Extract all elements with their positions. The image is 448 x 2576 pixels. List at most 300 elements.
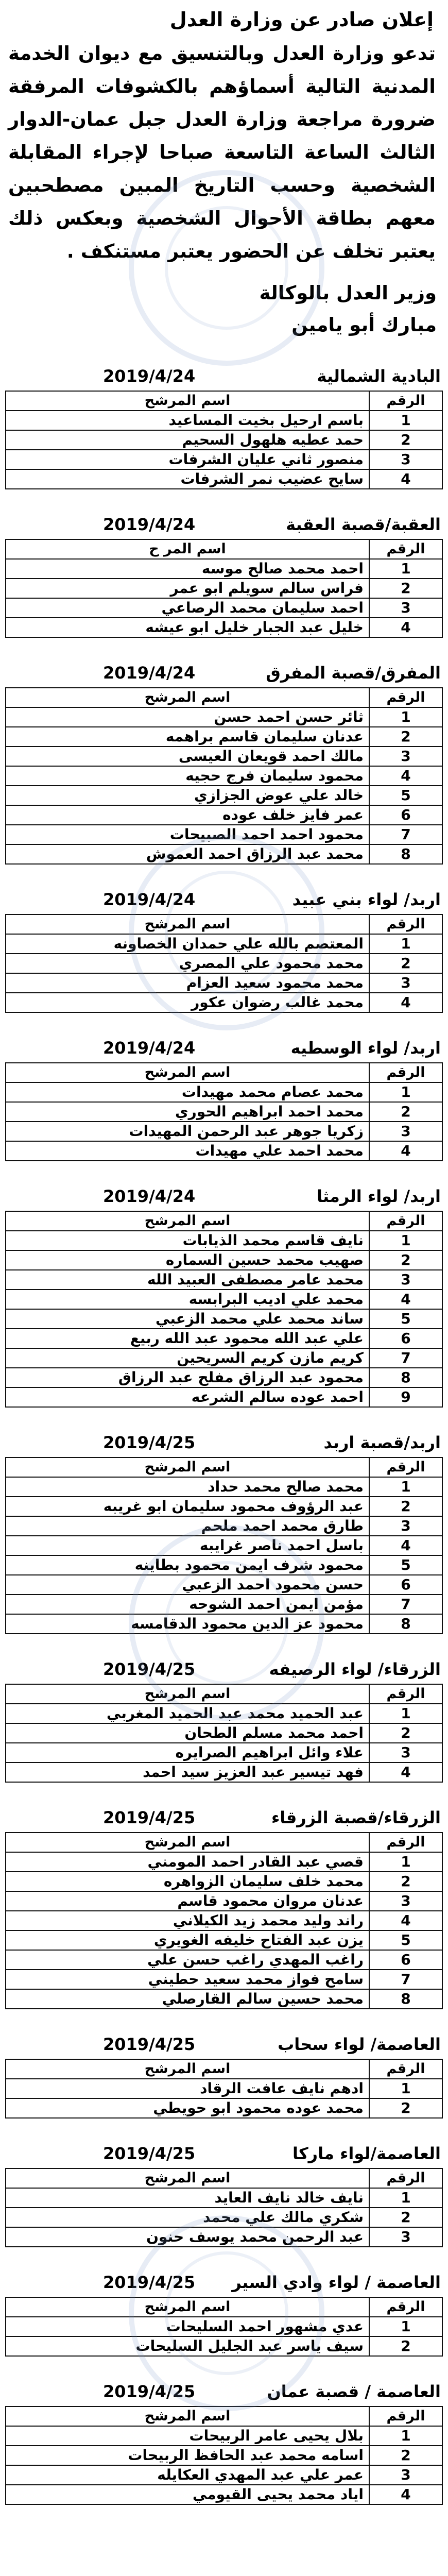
column-header-name: اسم المرشح [6,1684,369,1704]
table-row [6,1595,442,1614]
candidate-section [5,2380,443,2505]
candidate-number: 3 [369,450,442,469]
candidate-number: 6 [369,1950,442,1970]
candidate-name: عدي مشهور احمد السليحات [6,2317,369,2336]
sections-container [5,365,443,2505]
candidate-section [5,513,443,638]
table-row [6,2227,442,2247]
candidate-name: راند وليد محمد زيد الكيلاني [6,1911,369,1930]
section-date: 2019/4/24 [103,515,196,534]
section-header [5,2271,443,2297]
column-header-number: الرقم [369,2297,442,2317]
candidate-name: فهد تيسير عبد العزيز سيد احمد [6,1762,369,1782]
column-header-number: الرقم [369,1063,442,1082]
candidate-name: سايح عضيب نمر الشرفات [6,469,369,489]
column-header-name: اسم المرشح [6,914,369,934]
candidate-name: اياد محمد يحيى القيومي [6,2485,369,2504]
candidate-name: محمد حسين سالم القارصلي [6,1989,369,2009]
table-row [6,2208,442,2227]
column-header-name: اسم المرشح [6,2406,369,2426]
section-header [5,888,443,914]
table-row [6,825,442,844]
candidate-section [5,662,443,865]
candidate-number: 4 [369,1911,442,1930]
table-header-row [6,2297,442,2317]
candidate-name: محمد عصام محمد مهيدات [6,1082,369,1102]
section-date: 2019/4/24 [103,890,196,909]
candidate-name: سيف ياسر عبد الجليل السليحات [6,2336,369,2356]
section-location: اربد/ لواء بني عبيد [292,890,441,909]
candidate-name: عدنان مروان محمود قاسم [6,1891,369,1911]
section-header [5,2142,443,2168]
candidate-section [5,1185,443,1408]
candidate-number: 6 [369,1575,442,1595]
signature-block [5,277,437,341]
section-date: 2019/4/24 [103,1038,196,1058]
table-row [6,1231,442,1250]
section-location: البادية الشمالية [317,366,441,386]
candidate-number: 3 [369,1270,442,1290]
candidate-name: محمود عبد الرزاق مفلح عبد الرزاق [6,1368,369,1387]
table-row [6,2336,442,2356]
candidate-number: 2 [369,430,442,450]
candidate-number: 8 [369,1368,442,1387]
candidates-table [5,914,443,1013]
candidate-number: 2 [369,579,442,598]
table-row [6,844,442,864]
candidate-name: فراس سالم سويلم ابو عمر [6,579,369,598]
candidate-name: محمود شرف ايمن محمود بطاينه [6,1555,369,1575]
candidate-number: 3 [369,1122,442,1141]
table-row [6,2446,442,2465]
section-header [5,1431,443,1457]
candidate-name: طارق محمد احمد ملحم [6,1516,369,1536]
candidate-number: 8 [369,844,442,864]
candidate-number: 2 [369,2446,442,2465]
candidates-table [5,687,443,865]
candidate-section [5,2142,443,2247]
table-row [6,2426,442,2446]
candidate-name: محمد محمود علي المصري [6,954,369,973]
section-header [5,1806,443,1832]
candidates-table [5,2168,443,2247]
table-row [6,786,442,805]
table-row [6,1989,442,2009]
section-location: العاصمة/ لواء سحاب [278,2035,441,2054]
table-row [6,934,442,954]
candidate-section [5,1037,443,1161]
candidate-name: عدنان سليمان قاسم براهمه [6,727,369,747]
candidate-number: 2 [369,1102,442,1122]
section-header [5,1037,443,1062]
candidate-number: 3 [369,2465,442,2485]
candidate-number: 4 [369,1141,442,1161]
section-header [5,1658,443,1684]
candidate-name: عبد الرؤوف محمود سليمان ابو غريبه [6,1497,369,1516]
column-header-name: اسم المرشح [6,1063,369,1082]
candidate-name: ادهم نايف عافت الرقاد [6,2079,369,2098]
table-row [6,707,442,727]
candidate-name: محمد عوده محمود ابو حويطي [6,2098,369,2118]
table-row [6,469,442,489]
candidate-number: 1 [369,559,442,579]
candidate-number: 3 [369,2227,442,2247]
candidate-name: حسن محمود احمد الزعبي [6,1575,369,1595]
column-header-name: اسم المرشح [6,391,369,411]
table-header-row [6,1684,442,1704]
table-row [6,993,442,1012]
candidate-number: 3 [369,973,442,993]
candidate-number: 4 [369,2485,442,2504]
table-row [6,1368,442,1387]
candidate-name: باسل احمد ناصر غرايبه [6,1536,369,1555]
candidate-name: محمود احمد احمد الصبيحات [6,825,369,844]
candidate-number: 7 [369,1595,442,1614]
candidate-number: 1 [369,707,442,727]
candidate-number: 7 [369,1970,442,1989]
candidate-number: 8 [369,1989,442,2009]
candidate-name: محمد خلف سليمان الزواهره [6,1872,369,1891]
candidate-name: محمد محمود سعيد العزام [6,973,369,993]
candidate-section [5,1806,443,2009]
candidates-table [5,2406,443,2505]
candidate-name: محمد غالب رضوان عكور [6,993,369,1012]
table-row [6,1102,442,1122]
candidate-name: احمد محمد مسلم الطحان [6,1723,369,1743]
candidates-table [5,2059,443,2119]
table-header-row [6,914,442,934]
candidate-name: المعتصم بالله علي حمدان الخصاونه [6,934,369,954]
candidate-number: 2 [369,1497,442,1516]
candidate-name: علاء وائل ابراهيم الصرايره [6,1743,369,1762]
column-header-name: اسم المرشح [6,2168,369,2188]
candidate-name: نايف قاسم محمد الذيابات [6,1231,369,1250]
section-location: اربد/ لواء الوسطيه [290,1038,441,1058]
candidate-name: احمد عوده سالم الشرعه [6,1387,369,1407]
table-row [6,1950,442,1970]
candidate-name: عمر فايز خلف عوده [6,805,369,825]
section-location: العاصمة/لواء ماركا [292,2144,441,2163]
candidate-number: 1 [369,1477,442,1497]
section-header [5,365,443,391]
candidate-number: 6 [369,805,442,825]
table-row [6,1122,442,1141]
candidate-number: 1 [369,934,442,954]
candidate-number: 5 [369,1555,442,1575]
table-header-row [6,2168,442,2188]
candidates-table [5,1062,443,1161]
candidate-number: 4 [369,1762,442,1782]
candidate-number: 3 [369,1743,442,1762]
candidate-section [5,888,443,1013]
candidate-number: 1 [369,2426,442,2446]
candidate-number: 4 [369,1536,442,1555]
candidate-name: صهيب محمد حسين السماره [6,1250,369,1270]
candidate-name: اسامه محمد عبد الحافظ الربيحات [6,2446,369,2465]
table-row [6,1723,442,1743]
table-row [6,2079,442,2098]
candidate-number: 7 [369,1348,442,1368]
section-header [5,2380,443,2406]
table-row [6,954,442,973]
candidate-name: منصور ثاني عليان الشرفات [6,450,369,469]
column-header-name: اسم المرشح [6,1833,369,1852]
table-row [6,1872,442,1891]
table-row [6,1250,442,1270]
column-header-name: اسم المرشح [6,2297,369,2317]
candidate-name: يزن عبد الفتاح خليفه الغويري [6,1930,369,1950]
table-header-row [6,1211,442,1231]
candidate-name: محمد عامر مصطفى العبيد الله [6,1270,369,1290]
candidates-table [5,1211,443,1408]
table-row [6,2465,442,2485]
table-row [6,1309,442,1329]
table-row [6,1555,442,1575]
candidate-name: حمد عطيه هلهول السحيم [6,430,369,450]
table-row [6,973,442,993]
section-header [5,513,443,539]
table-row [6,430,442,450]
table-row [6,1536,442,1555]
candidate-name: مالك احمد قويعان العيسى [6,747,369,766]
table-header-row [6,391,442,411]
section-location: الزرقاء/قصبة الزرقاء [271,1808,441,1827]
section-date: 2019/4/25 [103,1433,196,1452]
candidate-name: خليل عبد الجبار خليل ابو عيشه [6,618,369,637]
candidate-section [5,2271,443,2357]
table-row [6,1852,442,1872]
candidate-name: محمود سليمان فرج حجيه [6,766,369,786]
table-row [6,1575,442,1595]
candidate-name: بلال يحيى عامر الربيحات [6,2426,369,2446]
candidate-name: عمر علي عبد المهدي العكايله [6,2465,369,2485]
column-header-number: الرقم [369,391,442,411]
announcement-body: تدعو وزارة العدل وبالتنسيق مع ديوان الخدمة المدنية التالية أسماؤهم بالكشوفات المرفقة ضرورة مراجعة وزارة العدل جبل عمان-الدوار الثالث الساعة التاسعة صباحا لإجراء المقابلة الشخصية وحسب التاريخ المبين مصطحبين معهم بطاقة الأحوال الشخصية وبعكس ذلك يعتبر تخلف عن الحضور يعتبر مستنكف . [8,42,436,262]
table-header-row [6,2406,442,2426]
signature-name: مبارك أبو يامين [291,314,437,336]
candidate-name: محمد احمد ابراهيم الحوري [6,1102,369,1122]
table-row [6,1891,442,1911]
table-row [6,1614,442,1634]
candidate-number: 5 [369,1309,442,1329]
table-row [6,579,442,598]
candidate-name: كريم مازن كريم السريحين [6,1348,369,1368]
candidate-name: احمد محمد صالح موسه [6,559,369,579]
table-row [6,1930,442,1950]
table-row [6,1970,442,1989]
candidate-name: باسم ارحيل بخيت المساعيد [6,411,369,430]
candidates-table [5,1832,443,2009]
table-row [6,1290,442,1309]
column-header-number: الرقم [369,1684,442,1704]
table-row [6,1704,442,1723]
column-header-name: اسم المرشح [6,1458,369,1477]
section-date: 2019/4/25 [103,2144,196,2163]
candidate-number: 7 [369,825,442,844]
candidate-section [5,1431,443,1634]
table-row [6,450,442,469]
table-row [6,2317,442,2336]
section-header [5,1185,443,1211]
candidate-number: 3 [369,1891,442,1911]
candidate-number: 1 [369,1231,442,1250]
section-date: 2019/4/25 [103,2382,196,2401]
candidate-number: 3 [369,1516,442,1536]
table-row [6,727,442,747]
candidate-name: علي عبد الله محمود عبد الله ربيع [6,1329,369,1348]
column-header-number: الرقم [369,2059,442,2079]
table-row [6,747,442,766]
table-row [6,618,442,637]
section-header [5,662,443,687]
section-date: 2019/4/25 [103,2035,196,2054]
candidate-name: سامح فواز محمد سعيد حطيني [6,1970,369,1989]
candidate-number: 1 [369,2079,442,2098]
table-row [6,1329,442,1348]
candidate-number: 2 [369,727,442,747]
table-header-row [6,1458,442,1477]
signature-role: وزير العدل بالوكالة [259,282,437,304]
table-row [6,2188,442,2208]
candidate-number: 1 [369,2317,442,2336]
candidate-name: راغب المهدي راغب حسن علي [6,1950,369,1970]
table-header-row [6,1833,442,1852]
column-header-number: الرقم [369,688,442,707]
section-location: العقبة/قصبة العقبة [286,515,441,534]
table-header-row [6,688,442,707]
table-row [6,1270,442,1290]
announcement-title: إعلان صادر عن وزارة العدل [169,8,434,31]
candidate-number: 2 [369,2098,442,2118]
candidate-number: 4 [369,618,442,637]
candidate-number: 2 [369,1250,442,1270]
candidate-number: 1 [369,411,442,430]
candidate-name: ثائر حسن احمد حسن [6,707,369,727]
section-date: 2019/4/24 [103,1187,196,1206]
table-row [6,1743,442,1762]
column-header-number: الرقم [369,914,442,934]
candidate-number: 2 [369,2336,442,2356]
table-header-row [6,539,442,559]
candidate-name: محمد علي اديب البرابسه [6,1290,369,1309]
candidate-number: 4 [369,469,442,489]
candidate-section [5,2033,443,2119]
table-row [6,411,442,430]
candidates-table [5,2297,443,2357]
candidate-name: محمد عبد الرزاق احمد العموش [6,844,369,864]
candidate-number: 2 [369,1872,442,1891]
section-location: المفرق/قصبة المفرق [266,663,441,683]
table-row [6,766,442,786]
candidates-table [5,1684,443,1783]
candidate-number: 2 [369,954,442,973]
candidate-number: 2 [369,1723,442,1743]
section-location: اربد/ لواء الرمثا [316,1187,441,1206]
table-row [6,1477,442,1497]
column-header-number: الرقم [369,539,442,559]
table-row [6,1348,442,1368]
column-header-number: الرقم [369,2406,442,2426]
column-header-name: اسم المرشح [6,688,369,707]
candidates-table [5,391,443,489]
candidate-name: قصي عبد القادر احمد المومني [6,1852,369,1872]
candidate-number: 4 [369,766,442,786]
table-row [6,1762,442,1782]
column-header-number: الرقم [369,1211,442,1231]
table-row [6,805,442,825]
candidate-number: 4 [369,1290,442,1309]
announcement-document [5,8,443,2505]
candidate-number: 5 [369,1930,442,1950]
table-row [6,1911,442,1930]
candidate-name: زكريا جوهر عبد الرحمن المهيدات [6,1122,369,1141]
table-row [6,2098,442,2118]
candidate-name: شكري مالك علي محمد [6,2208,369,2227]
section-date: 2019/4/25 [103,1659,196,1679]
candidate-section [5,1658,443,1783]
candidate-name: محمود عز الدين محمود الدقامسه [6,1614,369,1634]
candidate-name: ساند محمد علي محمد الزعبي [6,1309,369,1329]
column-header-number: الرقم [369,1458,442,1477]
section-date: 2019/4/25 [103,1808,196,1827]
candidate-name: محمد صالح محمد حداد [6,1477,369,1497]
candidate-name: عبد الحميد محمد عبد الحميد المغربي [6,1704,369,1723]
candidate-number: 3 [369,598,442,618]
candidate-name: نايف خالد نايف العايد [6,2188,369,2208]
candidate-number: 1 [369,1082,442,1102]
candidates-table [5,1457,443,1634]
table-row [6,1141,442,1161]
table-row [6,1516,442,1536]
column-header-name: اسم المر ح [6,539,369,559]
candidate-number: 5 [369,786,442,805]
table-row [6,1497,442,1516]
candidate-number: 1 [369,1704,442,1723]
column-header-name: اسم المرشح [6,2059,369,2079]
candidate-name: مؤمن ايمن احمد الشوحه [6,1595,369,1614]
candidate-number: 8 [369,1614,442,1634]
section-location: العاصمة / لواء وادي السير [232,2273,441,2292]
section-date: 2019/4/24 [103,663,196,683]
table-row [6,598,442,618]
section-location: اربد/قصبة اربد [323,1433,441,1452]
table-header-row [6,1063,442,1082]
table-row [6,1082,442,1102]
candidate-number: 2 [369,2208,442,2227]
candidate-number: 1 [369,2188,442,2208]
candidate-name: محمد احمد علي مهيدات [6,1141,369,1161]
candidate-number: 3 [369,747,442,766]
candidate-number: 4 [369,993,442,1012]
section-date: 2019/4/24 [103,366,196,386]
candidate-name: عبد الرحمن محمد يوسف حنون [6,2227,369,2247]
table-row [6,559,442,579]
candidate-number: 6 [369,1329,442,1348]
candidate-name: احمد سليمان محمد الرصاعي [6,598,369,618]
candidate-name: خالد علي عوض الجزازي [6,786,369,805]
column-header-number: الرقم [369,1833,442,1852]
section-header [5,2033,443,2059]
section-location: الزرقاء/ لواء الرصيفه [269,1659,441,1679]
section-location: العاصمة / قصبة عمان [267,2382,441,2401]
candidate-section [5,365,443,489]
candidates-table [5,539,443,638]
column-header-name: اسم المرشح [6,1211,369,1231]
candidate-number: 9 [369,1387,442,1407]
table-row [6,2485,442,2504]
table-header-row [6,2059,442,2079]
column-header-number: الرقم [369,2168,442,2188]
